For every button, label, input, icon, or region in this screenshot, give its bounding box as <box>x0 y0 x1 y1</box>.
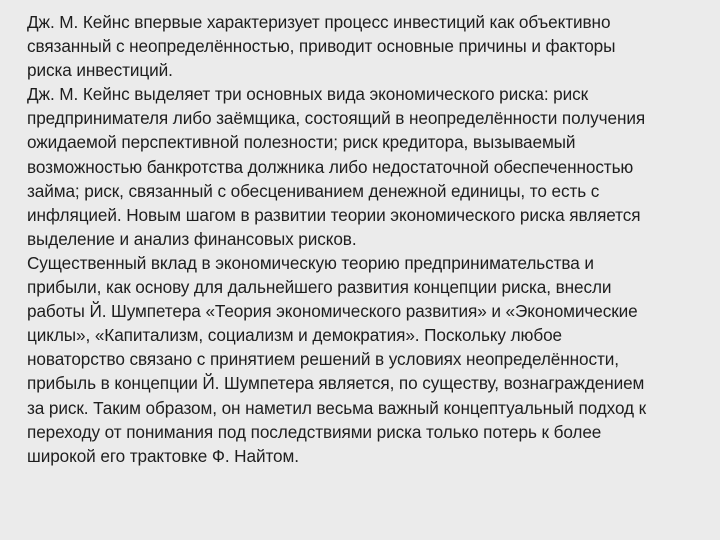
text-line: Дж. М. Кейнс выделяет три основных вида экономического риска: риск <box>27 84 589 105</box>
text-line: ожидаемой перспективной полезности; риск кредитора, вызываемый <box>27 132 576 153</box>
text-line: Дж. М. Кейнс впервые характеризует процесс инвестиций как объективно <box>27 12 611 32</box>
text-line: предпринимателя либо заёмщика, состоящий в неопределённости получения <box>27 108 646 129</box>
text-line: связанный с неопределённостью, приводит основные причины и факторы <box>27 36 616 57</box>
text-line: Существенный вклад в экономическую теорию предпринимательства и <box>27 252 594 273</box>
text-line: циклы», «Капитализм, социализм и демократия». Поскольку любое <box>27 325 562 346</box>
text-line: за риск. Таким образом, он наметил весьма важный концептуальный подход к <box>27 397 647 418</box>
text-line: работы Й. Шумпетера «Теория экономического развития» и «Экономические <box>27 301 638 322</box>
body-text <box>27 10 717 468</box>
text-line: переходу от понимания под последствиями риска только потерь к более <box>27 421 602 442</box>
text-line: широкой его трактовке Ф. Найтом. <box>27 445 299 466</box>
text-line: прибыль в концепции Й. Шумпетера является, по существу, вознаграждением <box>27 373 645 394</box>
text-line: риска инвестиций. <box>27 60 173 81</box>
text-line: возможностью банкротства должника либо недостаточной обеспеченностью <box>27 156 634 177</box>
text-line: выделение и анализ финансовых рисков. <box>27 228 357 249</box>
text-line: инфляцией. Новым шагом в развитии теории экономического риска является <box>27 204 641 225</box>
text-line: займа; риск, связанный с обесцениванием денежной единицы, то есть с <box>27 180 600 201</box>
text-line: прибыли, как основу для дальнейшего развития концепции риска, внесли <box>27 277 612 298</box>
text-line: новаторство связано с принятием решений в условиях неопределённости, <box>27 349 619 370</box>
